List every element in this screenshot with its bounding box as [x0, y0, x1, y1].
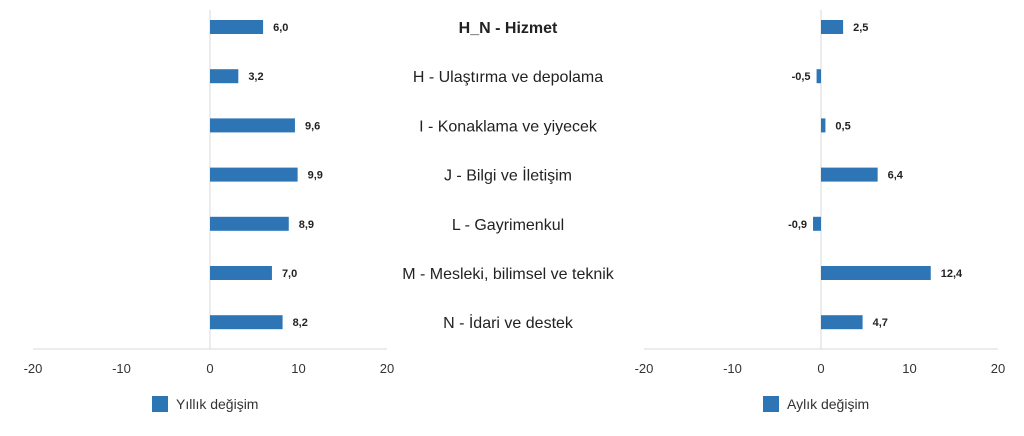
panel-1-bar [210, 217, 289, 231]
panel-2-bar [821, 315, 863, 329]
panel-1-value-label: 9,6 [304, 120, 321, 133]
panel-2-tick-label: 20 [990, 361, 1006, 376]
panel-2-tick-label: -20 [634, 361, 654, 376]
panel-1-value-label: 8,2 [292, 317, 308, 330]
category-label: L - Gayrimenkul [451, 216, 565, 234]
panel-1-legend-swatch [152, 396, 168, 412]
panel-1-tick-label: -20 [23, 361, 43, 376]
panel-2-legend-label: Aylık değişim [787, 396, 870, 412]
category-label: H_N - Hizmet [458, 20, 558, 37]
panel-1-bar [210, 266, 272, 280]
panel-2-bar [821, 118, 825, 132]
category-label: N - İdari ve destek [443, 315, 573, 333]
panel-1-value-label: 7,0 [281, 268, 298, 280]
panel-2-value-label: 12,4 [940, 268, 963, 280]
panel-2-tick-label: -10 [723, 361, 742, 376]
panel-2-bar [821, 20, 843, 34]
panel-1-bar [210, 118, 295, 132]
panel-2-bar [821, 266, 931, 280]
panel-1-bar [210, 168, 298, 182]
panel-2-value-label: 4,7 [872, 317, 888, 330]
category-label: M - Mesleki, bilimsel ve teknik [402, 266, 614, 283]
panel-2-value-label: 6,4 [887, 169, 903, 182]
panel-2-bar [817, 69, 821, 83]
panel-2-value-label: 0,5 [835, 120, 851, 133]
panel-2-tick-label: 0 [817, 361, 825, 376]
panel-1-value-label: 8,9 [298, 218, 315, 231]
panel-1-bar [210, 69, 238, 83]
panel-2-legend-swatch [763, 396, 779, 412]
panel-1-tick-label: 0 [206, 361, 214, 376]
panel-1-value-label: 6,0 [273, 22, 289, 34]
panel-2-value-label: 2,5 [853, 22, 869, 34]
panel-2-tick-label: 10 [902, 361, 917, 376]
panel-1-value-label: 3,2 [248, 71, 264, 84]
category-label: J - Bilgi ve İletişim [443, 167, 573, 185]
panel-2-value-label: -0,5 [791, 71, 811, 84]
category-label: H - Ulaştırma ve depolama [412, 69, 604, 87]
panel-1-tick-label: -10 [112, 361, 131, 376]
panel-1-bar [210, 315, 283, 329]
panel-1-tick-label: 10 [291, 361, 306, 376]
panel-1-tick-label: 20 [379, 361, 395, 376]
panel-2-bar [821, 168, 878, 182]
panel-1-bar [210, 20, 263, 34]
panel-1-legend-label: Yıllık değişim [176, 396, 259, 412]
panel-1-value-label: 9,9 [307, 169, 323, 182]
category-label: I - Konaklama ve yiyecek [419, 118, 597, 136]
panel-2-value-label: -0,9 [788, 218, 808, 231]
panel-2-bar [813, 217, 821, 231]
